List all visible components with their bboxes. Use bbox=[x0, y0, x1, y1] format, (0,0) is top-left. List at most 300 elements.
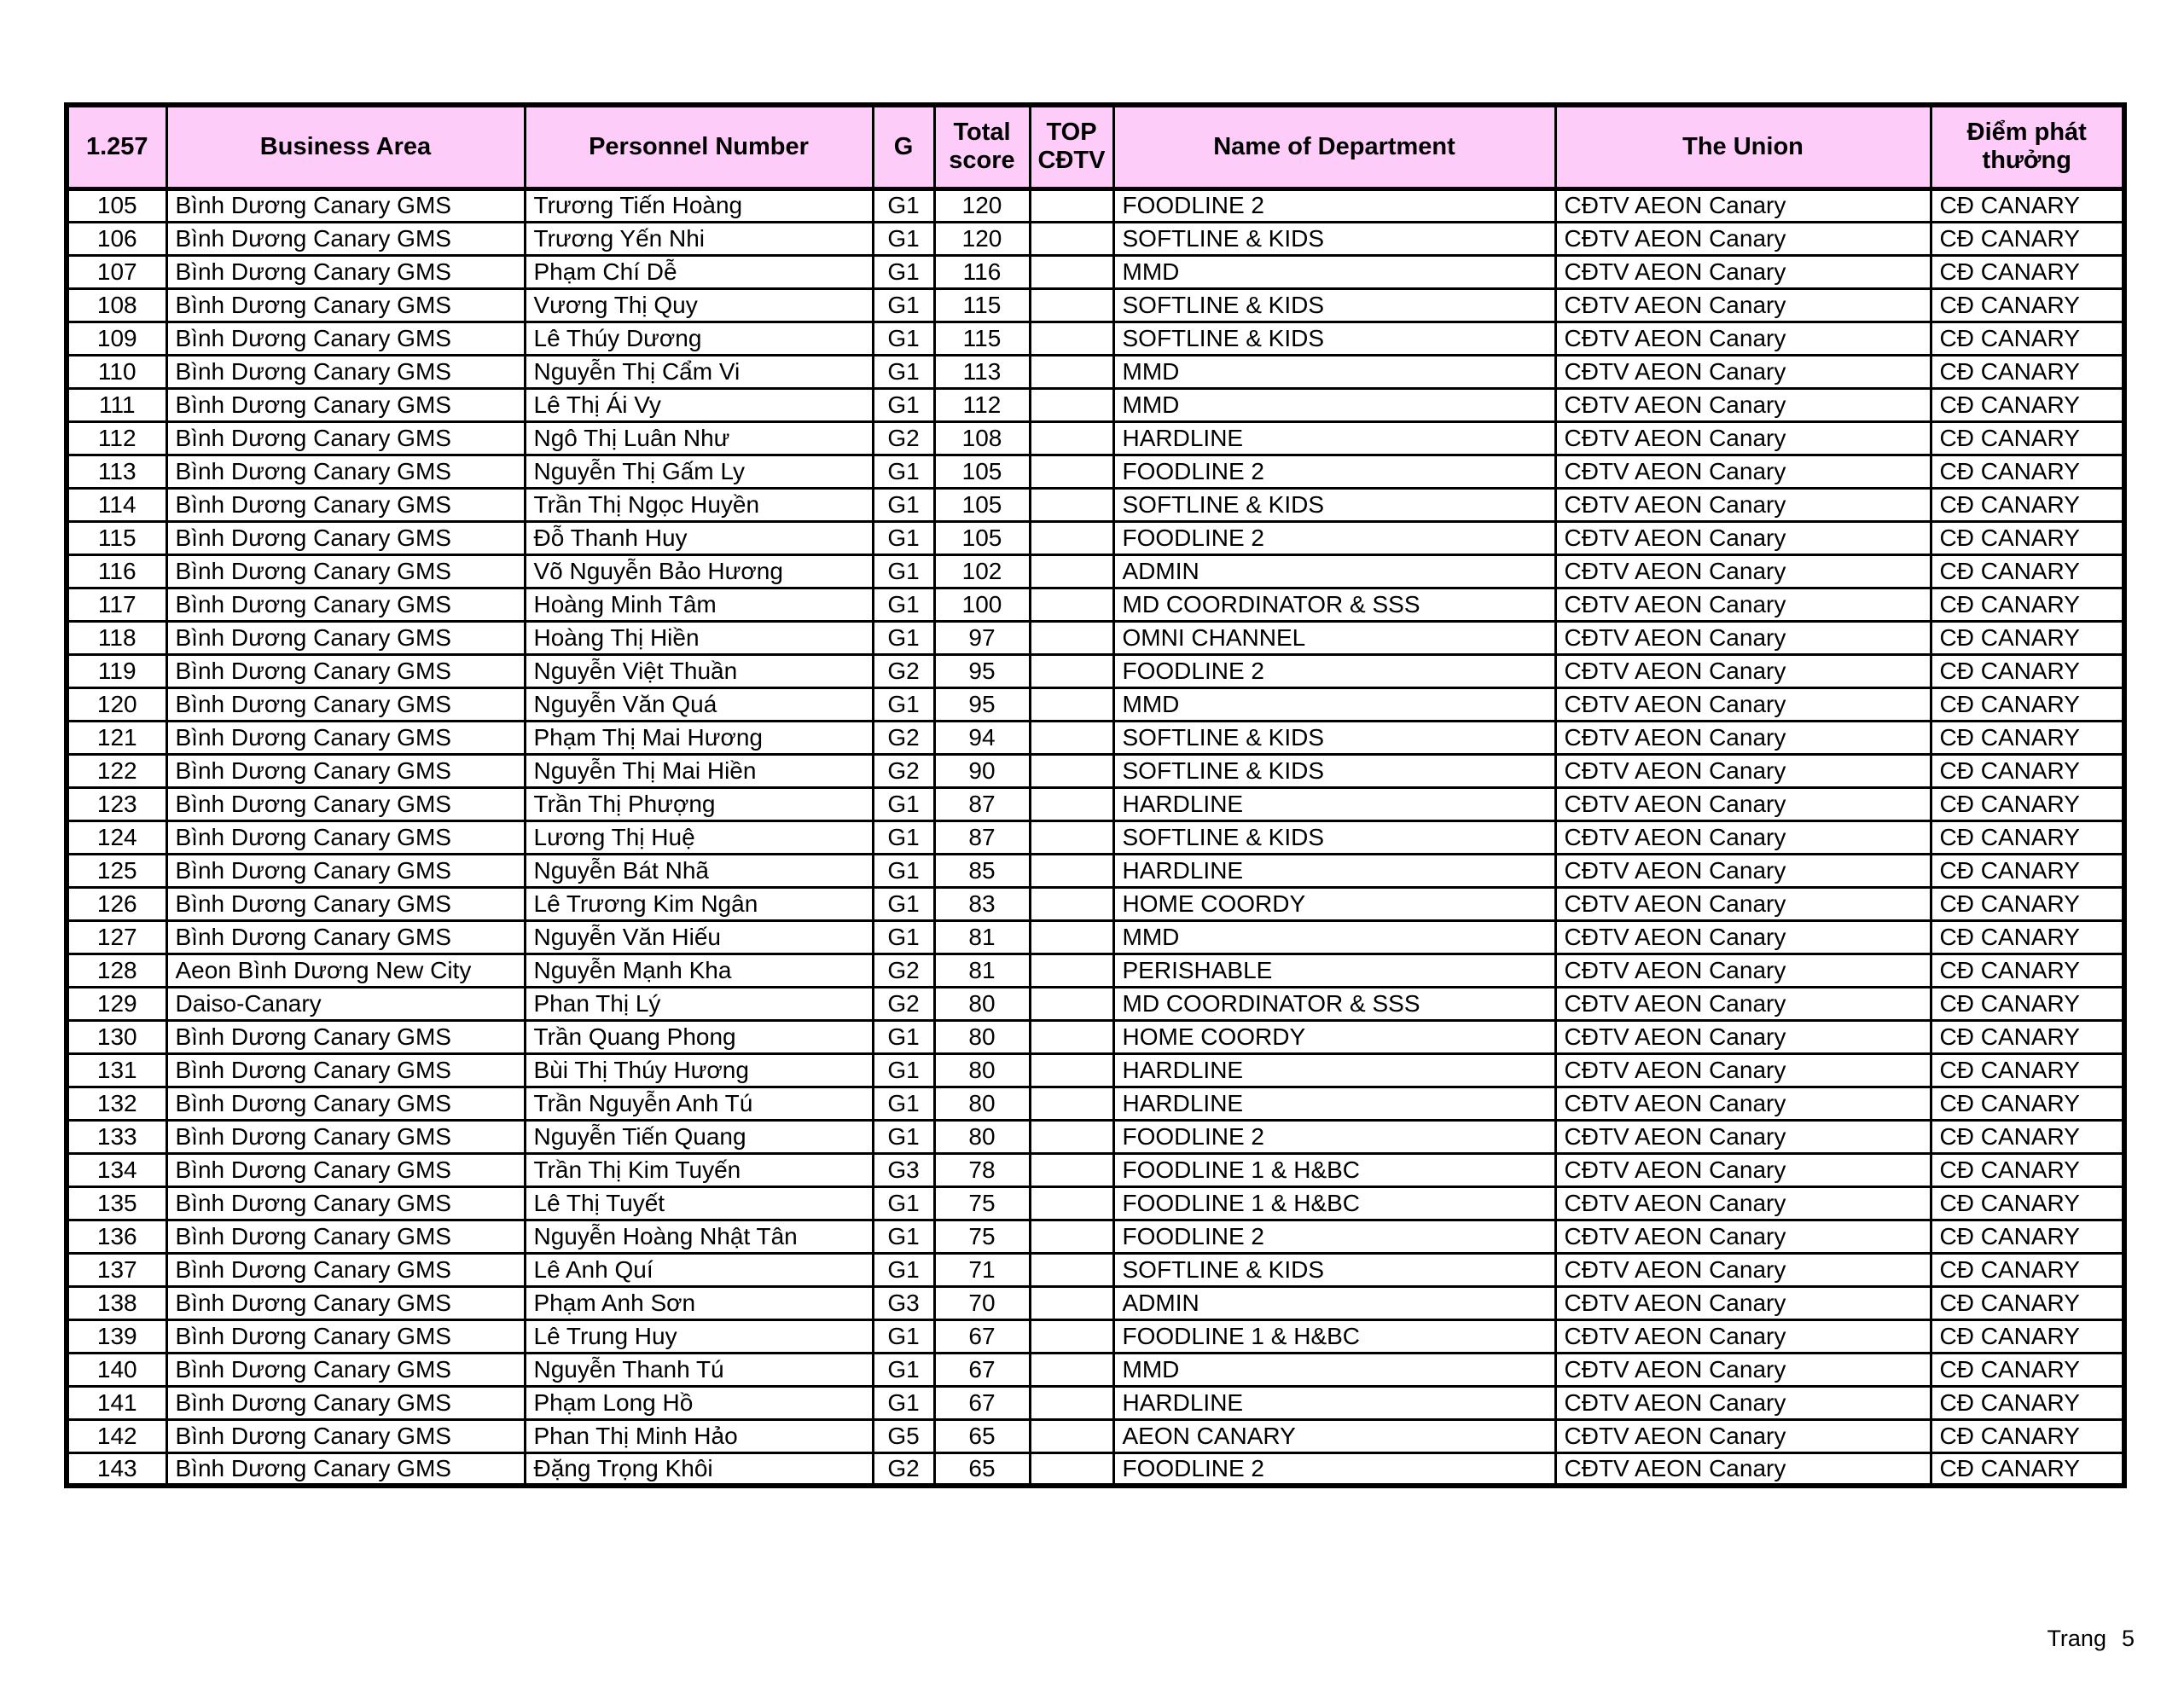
cell-total-score: 67 bbox=[934, 1319, 1030, 1353]
cell-personnel-name: Lê Trung Huy bbox=[525, 1319, 873, 1353]
cell-union: CĐTV AEON Canary bbox=[1555, 521, 1931, 554]
cell-top-cdtv bbox=[1030, 288, 1113, 322]
table-row bbox=[67, 588, 2124, 621]
cell-top-cdtv bbox=[1030, 255, 1113, 288]
cell-index: 107 bbox=[67, 255, 166, 288]
cell-personnel-name: Bùi Thị Thúy Hương bbox=[525, 1053, 873, 1087]
cell-business-area: Bình Dương Canary GMS bbox=[166, 1386, 525, 1419]
cell-reward: CĐ CANARY bbox=[1931, 621, 2124, 654]
table-row bbox=[67, 721, 2124, 754]
cell-reward: CĐ CANARY bbox=[1931, 455, 2124, 488]
cell-total-score: 95 bbox=[934, 687, 1030, 721]
cell-business-area: Bình Dương Canary GMS bbox=[166, 288, 525, 322]
table-row bbox=[67, 1186, 2124, 1220]
cell-total-score: 75 bbox=[934, 1220, 1030, 1253]
cell-grade: G1 bbox=[873, 288, 934, 322]
cell-personnel-name: Nguyễn Tiến Quang bbox=[525, 1120, 873, 1153]
cell-personnel-name: Lê Trương Kim Ngân bbox=[525, 887, 873, 920]
cell-department: SOFTLINE & KIDS bbox=[1113, 322, 1555, 355]
cell-top-cdtv bbox=[1030, 1020, 1113, 1053]
col-header-department: Name of Department bbox=[1113, 105, 1555, 188]
cell-department: FOODLINE 1 & H&BC bbox=[1113, 1319, 1555, 1353]
cell-index: 138 bbox=[67, 1286, 166, 1319]
cell-total-score: 81 bbox=[934, 954, 1030, 987]
cell-grade: G1 bbox=[873, 355, 934, 388]
cell-index: 123 bbox=[67, 787, 166, 820]
cell-business-area: Bình Dương Canary GMS bbox=[166, 455, 525, 488]
cell-reward: CĐ CANARY bbox=[1931, 1186, 2124, 1220]
cell-index: 136 bbox=[67, 1220, 166, 1253]
cell-reward: CĐ CANARY bbox=[1931, 654, 2124, 687]
cell-department: HARDLINE bbox=[1113, 421, 1555, 455]
table-row bbox=[67, 188, 2124, 222]
cell-total-score: 80 bbox=[934, 1020, 1030, 1053]
cell-grade: G2 bbox=[873, 987, 934, 1020]
cell-personnel-name: Trần Thị Ngọc Huyền bbox=[525, 488, 873, 521]
cell-index: 113 bbox=[67, 455, 166, 488]
cell-top-cdtv bbox=[1030, 1286, 1113, 1319]
cell-reward: CĐ CANARY bbox=[1931, 687, 2124, 721]
cell-index: 129 bbox=[67, 987, 166, 1020]
cell-grade: G2 bbox=[873, 1452, 934, 1486]
cell-union: CĐTV AEON Canary bbox=[1555, 588, 1931, 621]
cell-index: 109 bbox=[67, 322, 166, 355]
table-row bbox=[67, 322, 2124, 355]
col-header-business-area: Business Area bbox=[166, 105, 525, 188]
cell-grade: G1 bbox=[873, 1220, 934, 1253]
table-row bbox=[67, 1452, 2124, 1486]
cell-personnel-name: Hoàng Minh Tâm bbox=[525, 588, 873, 621]
cell-union: CĐTV AEON Canary bbox=[1555, 355, 1931, 388]
cell-reward: CĐ CANARY bbox=[1931, 1319, 2124, 1353]
cell-top-cdtv bbox=[1030, 621, 1113, 654]
cell-department: SOFTLINE & KIDS bbox=[1113, 754, 1555, 787]
cell-total-score: 83 bbox=[934, 887, 1030, 920]
cell-reward: CĐ CANARY bbox=[1931, 488, 2124, 521]
cell-union: CĐTV AEON Canary bbox=[1555, 1053, 1931, 1087]
cell-top-cdtv bbox=[1030, 355, 1113, 388]
cell-union: CĐTV AEON Canary bbox=[1555, 1286, 1931, 1319]
cell-index: 120 bbox=[67, 687, 166, 721]
cell-department: FOODLINE 1 & H&BC bbox=[1113, 1186, 1555, 1220]
cell-total-score: 105 bbox=[934, 455, 1030, 488]
table-body bbox=[67, 188, 2124, 1486]
cell-business-area: Bình Dương Canary GMS bbox=[166, 588, 525, 621]
cell-grade: G1 bbox=[873, 455, 934, 488]
cell-reward: CĐ CANARY bbox=[1931, 721, 2124, 754]
cell-grade: G1 bbox=[873, 621, 934, 654]
cell-business-area: Bình Dương Canary GMS bbox=[166, 1153, 525, 1186]
cell-reward: CĐ CANARY bbox=[1931, 1220, 2124, 1253]
cell-union: CĐTV AEON Canary bbox=[1555, 920, 1931, 954]
cell-business-area: Bình Dương Canary GMS bbox=[166, 687, 525, 721]
table-row bbox=[67, 288, 2124, 322]
cell-business-area: Bình Dương Canary GMS bbox=[166, 754, 525, 787]
cell-department: FOODLINE 2 bbox=[1113, 455, 1555, 488]
cell-total-score: 108 bbox=[934, 421, 1030, 455]
cell-top-cdtv bbox=[1030, 787, 1113, 820]
cell-top-cdtv bbox=[1030, 1220, 1113, 1253]
personnel-score-table bbox=[64, 102, 2127, 1488]
cell-union: CĐTV AEON Canary bbox=[1555, 1253, 1931, 1286]
cell-business-area: Bình Dương Canary GMS bbox=[166, 222, 525, 255]
cell-personnel-name: Nguyễn Thị Gấm Ly bbox=[525, 455, 873, 488]
cell-business-area: Bình Dương Canary GMS bbox=[166, 820, 525, 854]
cell-union: CĐTV AEON Canary bbox=[1555, 1153, 1931, 1186]
cell-grade: G1 bbox=[873, 521, 934, 554]
cell-top-cdtv bbox=[1030, 820, 1113, 854]
cell-business-area: Bình Dương Canary GMS bbox=[166, 854, 525, 887]
cell-business-area: Daiso-Canary bbox=[166, 987, 525, 1020]
cell-grade: G1 bbox=[873, 854, 934, 887]
cell-total-score: 105 bbox=[934, 488, 1030, 521]
cell-reward: CĐ CANARY bbox=[1931, 288, 2124, 322]
cell-personnel-name: Lê Thị Ái Vy bbox=[525, 388, 873, 421]
cell-grade: G2 bbox=[873, 721, 934, 754]
table-row bbox=[67, 820, 2124, 854]
cell-business-area: Bình Dương Canary GMS bbox=[166, 255, 525, 288]
cell-business-area: Bình Dương Canary GMS bbox=[166, 554, 525, 588]
cell-reward: CĐ CANARY bbox=[1931, 954, 2124, 987]
table-row bbox=[67, 987, 2124, 1020]
cell-top-cdtv bbox=[1030, 1253, 1113, 1286]
table-row bbox=[67, 1120, 2124, 1153]
cell-index: 126 bbox=[67, 887, 166, 920]
cell-personnel-name: Võ Nguyễn Bảo Hương bbox=[525, 554, 873, 588]
cell-grade: G1 bbox=[873, 222, 934, 255]
cell-department: MMD bbox=[1113, 1353, 1555, 1386]
col-header-top-cdtv: TOP CĐTV bbox=[1030, 105, 1113, 188]
cell-personnel-name: Nguyễn Văn Hiếu bbox=[525, 920, 873, 954]
cell-top-cdtv bbox=[1030, 721, 1113, 754]
cell-department: ADMIN bbox=[1113, 554, 1555, 588]
cell-grade: G1 bbox=[873, 1253, 934, 1286]
table-row bbox=[67, 388, 2124, 421]
cell-reward: CĐ CANARY bbox=[1931, 1452, 2124, 1486]
cell-total-score: 87 bbox=[934, 787, 1030, 820]
table-row bbox=[67, 1220, 2124, 1253]
cell-reward: CĐ CANARY bbox=[1931, 388, 2124, 421]
cell-total-score: 80 bbox=[934, 987, 1030, 1020]
table-row bbox=[67, 1087, 2124, 1120]
cell-top-cdtv bbox=[1030, 1186, 1113, 1220]
cell-grade: G1 bbox=[873, 820, 934, 854]
cell-union: CĐTV AEON Canary bbox=[1555, 322, 1931, 355]
cell-total-score: 67 bbox=[934, 1386, 1030, 1419]
table-row bbox=[67, 1253, 2124, 1286]
cell-top-cdtv bbox=[1030, 388, 1113, 421]
cell-union: CĐTV AEON Canary bbox=[1555, 721, 1931, 754]
cell-index: 116 bbox=[67, 554, 166, 588]
cell-business-area: Bình Dương Canary GMS bbox=[166, 1319, 525, 1353]
cell-index: 105 bbox=[67, 188, 166, 222]
table-row bbox=[67, 754, 2124, 787]
cell-department: FOODLINE 2 bbox=[1113, 1220, 1555, 1253]
cell-union: CĐTV AEON Canary bbox=[1555, 687, 1931, 721]
cell-department: HARDLINE bbox=[1113, 787, 1555, 820]
cell-union: CĐTV AEON Canary bbox=[1555, 787, 1931, 820]
cell-union: CĐTV AEON Canary bbox=[1555, 388, 1931, 421]
cell-business-area: Bình Dương Canary GMS bbox=[166, 1253, 525, 1286]
cell-index: 119 bbox=[67, 654, 166, 687]
cell-total-score: 120 bbox=[934, 188, 1030, 222]
table-row bbox=[67, 355, 2124, 388]
cell-top-cdtv bbox=[1030, 455, 1113, 488]
cell-total-score: 80 bbox=[934, 1053, 1030, 1087]
cell-business-area: Bình Dương Canary GMS bbox=[166, 322, 525, 355]
cell-index: 143 bbox=[67, 1452, 166, 1486]
cell-grade: G1 bbox=[873, 1020, 934, 1053]
cell-total-score: 115 bbox=[934, 288, 1030, 322]
table-row bbox=[67, 455, 2124, 488]
cell-department: SOFTLINE & KIDS bbox=[1113, 288, 1555, 322]
cell-reward: CĐ CANARY bbox=[1931, 1153, 2124, 1186]
cell-personnel-name: Nguyễn Thị Cẩm Vi bbox=[525, 355, 873, 388]
cell-index: 130 bbox=[67, 1020, 166, 1053]
col-header-union: The Union bbox=[1555, 105, 1931, 188]
cell-union: CĐTV AEON Canary bbox=[1555, 987, 1931, 1020]
cell-index: 108 bbox=[67, 288, 166, 322]
cell-department: MMD bbox=[1113, 388, 1555, 421]
cell-index: 140 bbox=[67, 1353, 166, 1386]
cell-grade: G1 bbox=[873, 388, 934, 421]
cell-total-score: 116 bbox=[934, 255, 1030, 288]
cell-index: 106 bbox=[67, 222, 166, 255]
table-row bbox=[67, 954, 2124, 987]
table-row bbox=[67, 222, 2124, 255]
cell-total-score: 120 bbox=[934, 222, 1030, 255]
cell-index: 112 bbox=[67, 421, 166, 455]
cell-business-area: Bình Dương Canary GMS bbox=[166, 920, 525, 954]
col-header-index: 1.257 bbox=[67, 105, 166, 188]
table-row bbox=[67, 621, 2124, 654]
cell-personnel-name: Nguyễn Việt Thuần bbox=[525, 654, 873, 687]
cell-index: 133 bbox=[67, 1120, 166, 1153]
cell-reward: CĐ CANARY bbox=[1931, 1353, 2124, 1386]
cell-grade: G2 bbox=[873, 654, 934, 687]
cell-personnel-name: Trương Yến Nhi bbox=[525, 222, 873, 255]
cell-index: 115 bbox=[67, 521, 166, 554]
cell-department: ADMIN bbox=[1113, 1286, 1555, 1319]
page-footer-label: Trang bbox=[2047, 1626, 2106, 1651]
cell-department: HOME COORDY bbox=[1113, 1020, 1555, 1053]
cell-business-area: Bình Dương Canary GMS bbox=[166, 1020, 525, 1053]
table-row bbox=[67, 920, 2124, 954]
cell-personnel-name: Trần Quang Phong bbox=[525, 1020, 873, 1053]
cell-department: HARDLINE bbox=[1113, 854, 1555, 887]
cell-business-area: Bình Dương Canary GMS bbox=[166, 1087, 525, 1120]
cell-department: SOFTLINE & KIDS bbox=[1113, 820, 1555, 854]
cell-grade: G1 bbox=[873, 255, 934, 288]
cell-top-cdtv bbox=[1030, 222, 1113, 255]
cell-top-cdtv bbox=[1030, 1087, 1113, 1120]
cell-index: 114 bbox=[67, 488, 166, 521]
cell-total-score: 80 bbox=[934, 1087, 1030, 1120]
cell-top-cdtv bbox=[1030, 654, 1113, 687]
cell-top-cdtv bbox=[1030, 1452, 1113, 1486]
cell-top-cdtv bbox=[1030, 954, 1113, 987]
cell-index: 111 bbox=[67, 388, 166, 421]
cell-personnel-name: Phạm Thị Mai Hương bbox=[525, 721, 873, 754]
cell-department: PERISHABLE bbox=[1113, 954, 1555, 987]
cell-reward: CĐ CANARY bbox=[1931, 255, 2124, 288]
cell-union: CĐTV AEON Canary bbox=[1555, 1353, 1931, 1386]
cell-department: FOODLINE 2 bbox=[1113, 521, 1555, 554]
cell-index: 127 bbox=[67, 920, 166, 954]
cell-total-score: 105 bbox=[934, 521, 1030, 554]
cell-reward: CĐ CANARY bbox=[1931, 222, 2124, 255]
cell-grade: G3 bbox=[873, 1286, 934, 1319]
cell-personnel-name: Phan Thị Lý bbox=[525, 987, 873, 1020]
cell-personnel-name: Nguyễn Hoàng Nhật Tân bbox=[525, 1220, 873, 1253]
cell-department: MMD bbox=[1113, 920, 1555, 954]
cell-department: FOODLINE 2 bbox=[1113, 188, 1555, 222]
cell-union: CĐTV AEON Canary bbox=[1555, 288, 1931, 322]
cell-reward: CĐ CANARY bbox=[1931, 588, 2124, 621]
cell-department: MD COORDINATOR & SSS bbox=[1113, 987, 1555, 1020]
cell-union: CĐTV AEON Canary bbox=[1555, 1186, 1931, 1220]
cell-business-area: Bình Dương Canary GMS bbox=[166, 1452, 525, 1486]
cell-grade: G1 bbox=[873, 1386, 934, 1419]
cell-union: CĐTV AEON Canary bbox=[1555, 255, 1931, 288]
cell-index: 135 bbox=[67, 1186, 166, 1220]
cell-business-area: Bình Dương Canary GMS bbox=[166, 1419, 525, 1452]
cell-department: HOME COORDY bbox=[1113, 887, 1555, 920]
cell-department: MMD bbox=[1113, 687, 1555, 721]
cell-union: CĐTV AEON Canary bbox=[1555, 222, 1931, 255]
cell-grade: G1 bbox=[873, 188, 934, 222]
table-row bbox=[67, 1419, 2124, 1452]
cell-union: CĐTV AEON Canary bbox=[1555, 1452, 1931, 1486]
cell-union: CĐTV AEON Canary bbox=[1555, 1220, 1931, 1253]
cell-grade: G2 bbox=[873, 421, 934, 455]
cell-total-score: 65 bbox=[934, 1419, 1030, 1452]
cell-business-area: Bình Dương Canary GMS bbox=[166, 521, 525, 554]
cell-top-cdtv bbox=[1030, 1386, 1113, 1419]
cell-reward: CĐ CANARY bbox=[1931, 421, 2124, 455]
table-row bbox=[67, 887, 2124, 920]
cell-total-score: 70 bbox=[934, 1286, 1030, 1319]
cell-personnel-name: Ngô Thị Luân Như bbox=[525, 421, 873, 455]
cell-grade: G1 bbox=[873, 887, 934, 920]
cell-union: CĐTV AEON Canary bbox=[1555, 1419, 1931, 1452]
cell-reward: CĐ CANARY bbox=[1931, 188, 2124, 222]
cell-reward: CĐ CANARY bbox=[1931, 820, 2124, 854]
cell-reward: CĐ CANARY bbox=[1931, 854, 2124, 887]
cell-total-score: 95 bbox=[934, 654, 1030, 687]
cell-top-cdtv bbox=[1030, 1319, 1113, 1353]
cell-grade: G1 bbox=[873, 787, 934, 820]
cell-top-cdtv bbox=[1030, 554, 1113, 588]
col-header-total-score: Total score bbox=[934, 105, 1030, 188]
cell-union: CĐTV AEON Canary bbox=[1555, 854, 1931, 887]
cell-department: MMD bbox=[1113, 355, 1555, 388]
cell-top-cdtv bbox=[1030, 920, 1113, 954]
cell-total-score: 102 bbox=[934, 554, 1030, 588]
cell-grade: G1 bbox=[873, 1186, 934, 1220]
cell-index: 117 bbox=[67, 588, 166, 621]
cell-personnel-name: Trần Thị Phượng bbox=[525, 787, 873, 820]
cell-personnel-name: Lê Thúy Dương bbox=[525, 322, 873, 355]
cell-department: SOFTLINE & KIDS bbox=[1113, 721, 1555, 754]
cell-personnel-name: Nguyễn Văn Quá bbox=[525, 687, 873, 721]
cell-business-area: Bình Dương Canary GMS bbox=[166, 1286, 525, 1319]
cell-union: CĐTV AEON Canary bbox=[1555, 488, 1931, 521]
cell-grade: G1 bbox=[873, 1120, 934, 1153]
table-row bbox=[67, 255, 2124, 288]
table-row bbox=[67, 687, 2124, 721]
cell-total-score: 71 bbox=[934, 1253, 1030, 1286]
cell-index: 128 bbox=[67, 954, 166, 987]
cell-union: CĐTV AEON Canary bbox=[1555, 954, 1931, 987]
cell-grade: G1 bbox=[873, 322, 934, 355]
cell-total-score: 81 bbox=[934, 920, 1030, 954]
cell-personnel-name: Trương Tiến Hoàng bbox=[525, 188, 873, 222]
cell-index: 131 bbox=[67, 1053, 166, 1087]
cell-index: 124 bbox=[67, 820, 166, 854]
cell-business-area: Bình Dương Canary GMS bbox=[166, 1353, 525, 1386]
cell-department: FOODLINE 2 bbox=[1113, 1120, 1555, 1153]
cell-reward: CĐ CANARY bbox=[1931, 521, 2124, 554]
cell-union: CĐTV AEON Canary bbox=[1555, 820, 1931, 854]
cell-reward: CĐ CANARY bbox=[1931, 887, 2124, 920]
cell-total-score: 75 bbox=[934, 1186, 1030, 1220]
cell-department: MMD bbox=[1113, 255, 1555, 288]
cell-grade: G3 bbox=[873, 1153, 934, 1186]
table-row bbox=[67, 1319, 2124, 1353]
cell-reward: CĐ CANARY bbox=[1931, 754, 2124, 787]
cell-personnel-name: Nguyễn Thanh Tú bbox=[525, 1353, 873, 1386]
table-row bbox=[67, 654, 2124, 687]
cell-total-score: 65 bbox=[934, 1452, 1030, 1486]
cell-union: CĐTV AEON Canary bbox=[1555, 554, 1931, 588]
cell-department: OMNI CHANNEL bbox=[1113, 621, 1555, 654]
cell-total-score: 100 bbox=[934, 588, 1030, 621]
cell-grade: G5 bbox=[873, 1419, 934, 1452]
cell-reward: CĐ CANARY bbox=[1931, 1286, 2124, 1319]
cell-reward: CĐ CANARY bbox=[1931, 920, 2124, 954]
cell-grade: G2 bbox=[873, 954, 934, 987]
cell-top-cdtv bbox=[1030, 188, 1113, 222]
cell-business-area: Bình Dương Canary GMS bbox=[166, 355, 525, 388]
cell-personnel-name: Lê Anh Quí bbox=[525, 1253, 873, 1286]
cell-business-area: Bình Dương Canary GMS bbox=[166, 621, 525, 654]
cell-reward: CĐ CANARY bbox=[1931, 1087, 2124, 1120]
cell-top-cdtv bbox=[1030, 588, 1113, 621]
cell-personnel-name: Phạm Long Hồ bbox=[525, 1386, 873, 1419]
cell-reward: CĐ CANARY bbox=[1931, 1020, 2124, 1053]
cell-business-area: Bình Dương Canary GMS bbox=[166, 388, 525, 421]
cell-personnel-name: Nguyễn Mạnh Kha bbox=[525, 954, 873, 987]
cell-business-area: Bình Dương Canary GMS bbox=[166, 887, 525, 920]
cell-union: CĐTV AEON Canary bbox=[1555, 1020, 1931, 1053]
cell-department: AEON CANARY bbox=[1113, 1419, 1555, 1452]
cell-department: MD COORDINATOR & SSS bbox=[1113, 588, 1555, 621]
cell-business-area: Bình Dương Canary GMS bbox=[166, 1220, 525, 1253]
cell-grade: G1 bbox=[873, 920, 934, 954]
cell-union: CĐTV AEON Canary bbox=[1555, 1120, 1931, 1153]
cell-grade: G1 bbox=[873, 1319, 934, 1353]
table-row bbox=[67, 1386, 2124, 1419]
table-row bbox=[67, 1286, 2124, 1319]
cell-index: 139 bbox=[67, 1319, 166, 1353]
table-row bbox=[67, 488, 2124, 521]
cell-department: FOODLINE 2 bbox=[1113, 1452, 1555, 1486]
cell-personnel-name: Lê Thị Tuyết bbox=[525, 1186, 873, 1220]
cell-business-area: Bình Dương Canary GMS bbox=[166, 721, 525, 754]
cell-department: SOFTLINE & KIDS bbox=[1113, 222, 1555, 255]
cell-grade: G1 bbox=[873, 1087, 934, 1120]
